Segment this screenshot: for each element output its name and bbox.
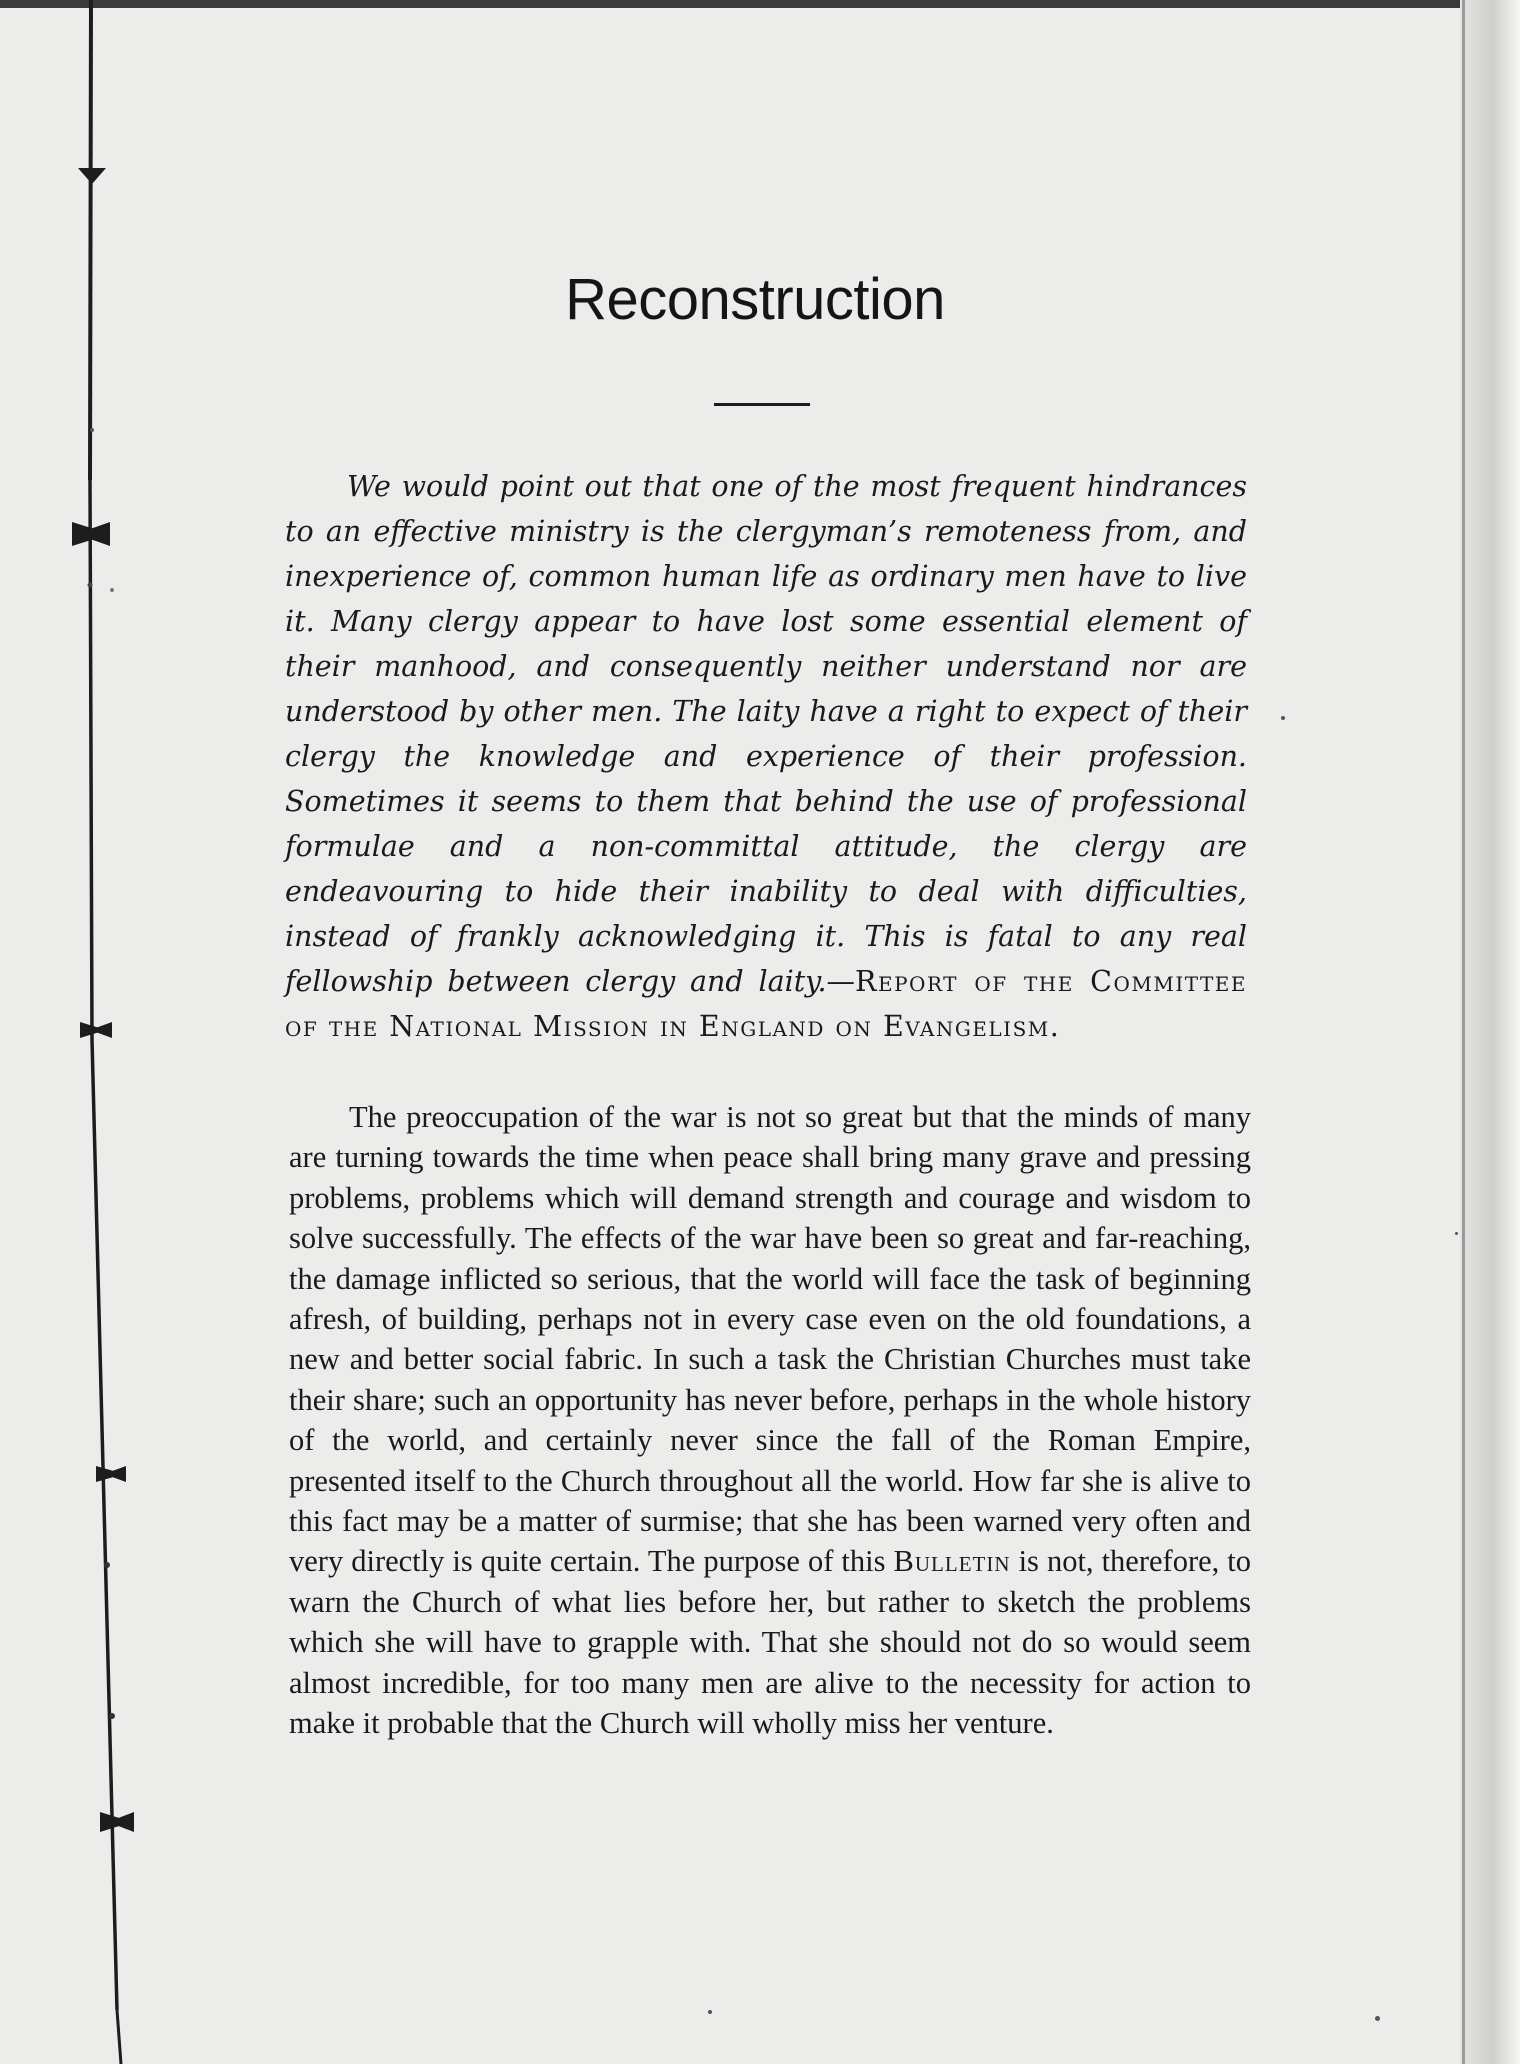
page-speck	[1375, 2016, 1380, 2021]
title-divider	[714, 403, 810, 406]
body-paragraph	[289, 1097, 1251, 1744]
body-text-part-2: is not, therefore, to warn the Church of what lies before her, but rather to sketch the problems which she will have to grapple with. That she should not do so would seem almost incredible, for too many men are alive to the necessity for action to make it probable that the Church will wholly miss her venture.	[289, 1544, 1252, 1741]
page-speck	[708, 2010, 712, 2014]
page-top-edge	[0, 0, 1520, 8]
epigraph-source: Report of the Committee of the National Mission in England on Evangelism.	[285, 965, 1247, 1043]
epigraph-quote	[285, 464, 1247, 1049]
epigraph-dash: —	[826, 965, 856, 998]
binding-stitching	[0, 0, 140, 2064]
epigraph-text: We would point out that one of the most frequent hindrances to an effective ministry is the clergyman’s remoteness from, and inexperience of, common human life as ordinary men have to live it. Many clergy appear to have lost some essential element of their manhood, and consequently neither understand nor are understood by other men. The laity have a right to expect of their clergy the knowledge and experience of their profession. Sometimes it seems to them that behind the use of professional formulae and a non-committal attitude, the clergy are endeavouring to hide their inability to deal with difficulties, instead of frankly acknowledging it. This is fatal to any real fellowship between clergy and laity.	[285, 470, 1247, 998]
body-text-part-1: The preoccupation of the war is not so great but that the minds of many are turning towards the time when peace shall bring many grave and pressing problems, problems which will demand strength and courage and wisdom to solve successfully. The effects of the war have been so great and far-reaching, the damage inflicted so serious, that the world will face the task of beginning afresh, of building, perhaps not in every case even on the old foundations, a new and better social fabric. In such a task the Christian Churches must take their share; such an opportunity has never before, perhaps in the whole history of the world, and certainly never since the fall of the Roman Empire, presented itself to the Church throughout all the world. How far she is alive to this fact may be a matter of surmise; that she has been warned very often and very directly is quite certain. The purpose of this	[289, 1100, 1251, 1579]
page-right-edge-line	[1462, 0, 1465, 2064]
binding-stitching-graphic	[0, 0, 140, 2064]
page-right-edge	[1460, 0, 1520, 2064]
page-title: Reconstruction	[565, 267, 945, 332]
page-speck	[1281, 716, 1285, 720]
page-speck	[1455, 1232, 1458, 1235]
bulletin-term: Bulletin	[893, 1544, 1011, 1579]
